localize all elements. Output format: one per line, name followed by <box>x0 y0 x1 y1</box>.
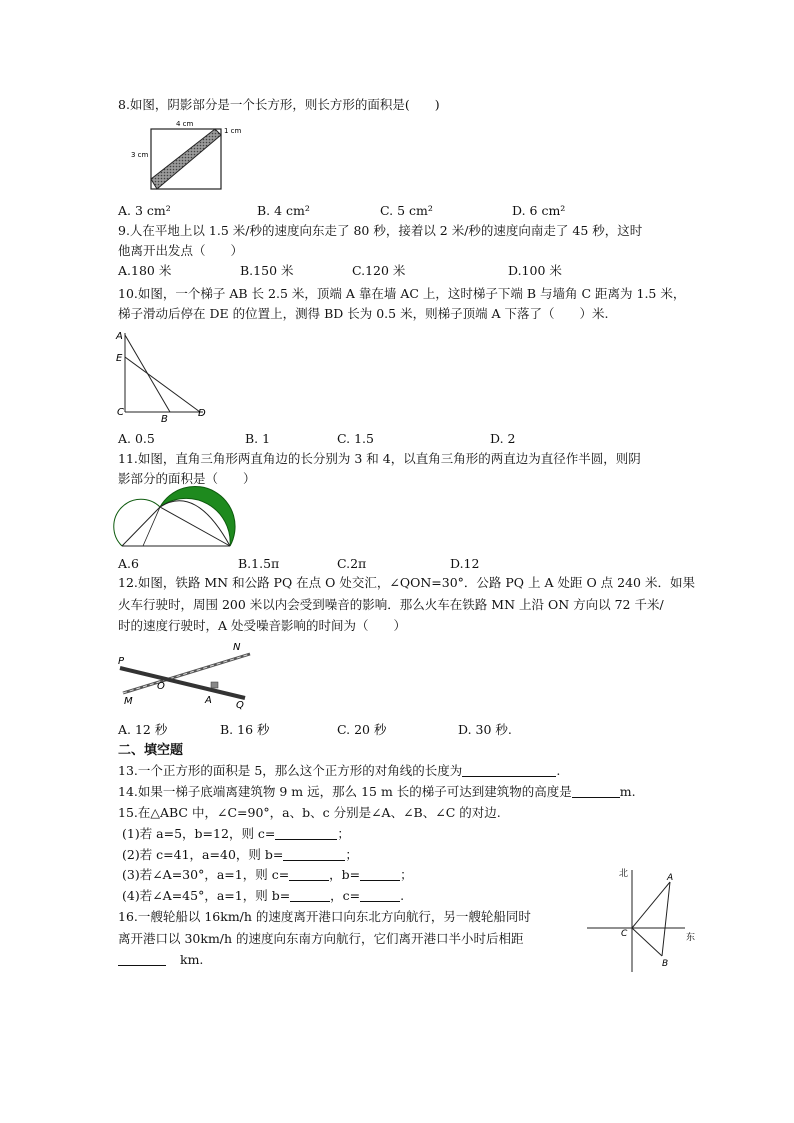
q9-option-c: C.120 米 <box>352 263 406 278</box>
q8-shaded-rect <box>151 129 221 189</box>
q11-altitude <box>143 507 160 546</box>
q9-stem-line2: 他离开出发点（ ） <box>118 243 244 258</box>
q8-stem: 8.如图，阴影部分是一个长方形，则长方形的面积是( ) <box>118 97 440 112</box>
q13-line <box>118 763 560 779</box>
q13-end: . <box>556 763 561 778</box>
q12-option-a: A. 12 秒 <box>118 722 168 737</box>
q11-option-b: B.1.5π <box>238 556 280 571</box>
q16-label-north: 北 <box>619 869 629 879</box>
q15-sub4 <box>122 888 404 904</box>
q16-answer-blank[interactable] <box>118 953 166 966</box>
q8-figure <box>130 117 240 192</box>
q8-top-label: 4 cm <box>176 120 194 128</box>
q15-sub1-end: ； <box>337 826 350 841</box>
q15-sub1 <box>122 826 350 842</box>
q10-label-e: E <box>116 353 123 364</box>
q10-stem-line2: 梯子滑动后停在 DE 的位置上，测得 BD 长为 0.5 米，则梯子顶端 A 下落了（ ）米. <box>118 306 609 321</box>
q8-left-label: 3 cm <box>131 151 149 159</box>
q9-option-b: B.150 米 <box>240 263 294 278</box>
q8-option-c: C. 5 cm² <box>380 203 433 218</box>
q15-sub4-blank-b[interactable] <box>290 889 330 902</box>
q15-sub2-text: (2)若 c=41，a=40，则 b= <box>122 847 284 862</box>
q10-option-d: D. 2 <box>490 431 516 446</box>
q15-sub3-mid: ，b= <box>329 867 361 882</box>
q12-road-pq <box>120 668 245 698</box>
q11-leg-short <box>122 507 160 546</box>
q16-label-a: A <box>667 873 674 883</box>
q12-label-q: Q <box>236 700 244 711</box>
q16-stem-line2: 离开港口以 30km/h 的速度向东南方向航行，它们离开港口半小时后相距 <box>118 931 524 946</box>
q11-option-d: D.12 <box>450 556 480 571</box>
q10-option-a: A. 0.5 <box>118 431 155 446</box>
q12-label-a: A <box>205 695 212 706</box>
q10-stem-line1: 10.如图，一个梯子 AB 长 2.5 米，顶端 A 靠在墙 AC 上，这时梯子下端 B 与墙角 C 距离为 1.5 米， <box>118 286 686 301</box>
q10-option-c: C. 1.5 <box>337 431 374 446</box>
q15-sub2 <box>122 847 358 863</box>
q15-sub3 <box>122 867 413 883</box>
q11-stem-line1: 11.如图，直角三角形两直角边的长分别为 3 和 4，以直角三角形的两直边为直径作半圆，则阴 <box>118 451 641 466</box>
q8-option-d: D. 6 cm² <box>512 203 566 218</box>
q10-label-b: B <box>161 414 168 425</box>
q12-figure <box>115 640 255 710</box>
q15-sub3-text: (3)若∠A=30°，a=1，则 c= <box>122 867 290 882</box>
q15-stem: 15.在△ABC 中，∠C=90°，a、b、c 分别是∠A、∠B、∠C 的对边. <box>118 805 501 820</box>
q13-answer-blank[interactable] <box>462 764 556 777</box>
q15-sub1-text: (1)若 a=5，b=12，则 c= <box>122 826 276 841</box>
q14-line <box>118 784 636 800</box>
q8-right-label: 1 cm <box>224 127 242 135</box>
q10-label-c: C <box>117 407 124 418</box>
q12-stem-line1: 12.如图，铁路 MN 和公路 PQ 在点 O 处交汇，∠QON=30°．公路 PQ 上 A 处距 O 点 240 米．如果 <box>118 575 695 590</box>
q15-sub4-end: . <box>400 888 405 903</box>
q12-label-n: N <box>233 642 241 653</box>
q15-sub2-blank-b[interactable] <box>283 848 345 861</box>
q9-stem-line1: 9.人在平地上以 1.5 米/秒的速度向东走了 80 秒，接着以 2 米/秒的速度向南走了 45 秒，这时 <box>118 223 643 238</box>
q12-label-o: O <box>157 681 165 692</box>
q15-sub3-blank-c[interactable] <box>289 868 329 881</box>
q10-option-b: B. 1 <box>245 431 271 446</box>
q12-option-d: D. 30 秒. <box>458 722 512 737</box>
q12-stem-line3: 时的速度行驶时，A 处受噪音影响的时间为（ ） <box>118 618 407 633</box>
q16-segment-ab <box>662 882 670 956</box>
q10-label-d: D <box>198 408 206 419</box>
q14-unit: m. <box>619 784 636 799</box>
section-title-fill-in: 二、填空题 <box>118 743 184 758</box>
q15-sub4-mid: ，c= <box>330 888 361 903</box>
q15-sub3-blank-b[interactable] <box>360 868 400 881</box>
q15-sub2-end: ； <box>345 847 358 862</box>
q16-stem-line1: 16.一艘轮船以 16km/h 的速度离开港口向东北方向航行，另一艘轮船同时 <box>118 909 531 924</box>
q12-label-m: M <box>124 696 133 707</box>
q11-option-c: C.2π <box>337 556 367 571</box>
q16-label-c: C <box>621 929 628 939</box>
q10-figure <box>115 327 215 425</box>
q15-sub4-blank-c[interactable] <box>360 889 400 902</box>
q15-sub4-text: (4)若∠A=45°，a=1，则 b= <box>122 888 291 903</box>
q11-green-lune-right <box>160 486 235 546</box>
q15-sub1-blank-c[interactable] <box>275 827 337 840</box>
q14-answer-blank[interactable] <box>572 785 620 798</box>
q10-label-a: A <box>116 331 123 342</box>
q15-sub3-end: ； <box>400 867 413 882</box>
q16-line3 <box>118 952 203 968</box>
q16-label-east: 东 <box>686 933 696 943</box>
q14-stem: 14.如果一梯子底端离建筑物 9 m 远，那么 15 m 长的梯子可达到建筑物的高度是 <box>118 784 572 799</box>
q16-figure <box>585 862 705 977</box>
q9-option-a: A.180 米 <box>118 263 172 278</box>
q16-route-ca <box>632 882 670 928</box>
q10-ladder-de <box>125 357 200 412</box>
q16-label-b: B <box>662 959 669 969</box>
q9-option-d: D.100 米 <box>508 263 562 278</box>
q8-option-b: B. 4 cm² <box>257 203 310 218</box>
q11-figure <box>118 494 243 552</box>
q13-stem: 13.一个正方形的面积是 5，那么这个正方形的对角线的长度为 <box>118 763 463 778</box>
q8-option-a: A. 3 cm² <box>118 203 171 218</box>
q12-option-b: B. 16 秒 <box>220 722 270 737</box>
q12-stem-line2: 火车行驶时，周围 200 米以内会受到噪音的影响．那么火车在铁路 MN 上沿 ON 方向以 72 千米/ <box>118 597 664 612</box>
q12-building-a <box>211 682 218 688</box>
q16-unit: km. <box>180 952 204 967</box>
q11-stem-line2: 影部分的面积是（ ） <box>118 471 256 486</box>
q12-label-p: P <box>118 656 125 667</box>
q12-option-c: C. 20 秒 <box>337 722 387 737</box>
q11-option-a: A.6 <box>118 556 139 571</box>
q16-route-cb <box>632 928 662 956</box>
